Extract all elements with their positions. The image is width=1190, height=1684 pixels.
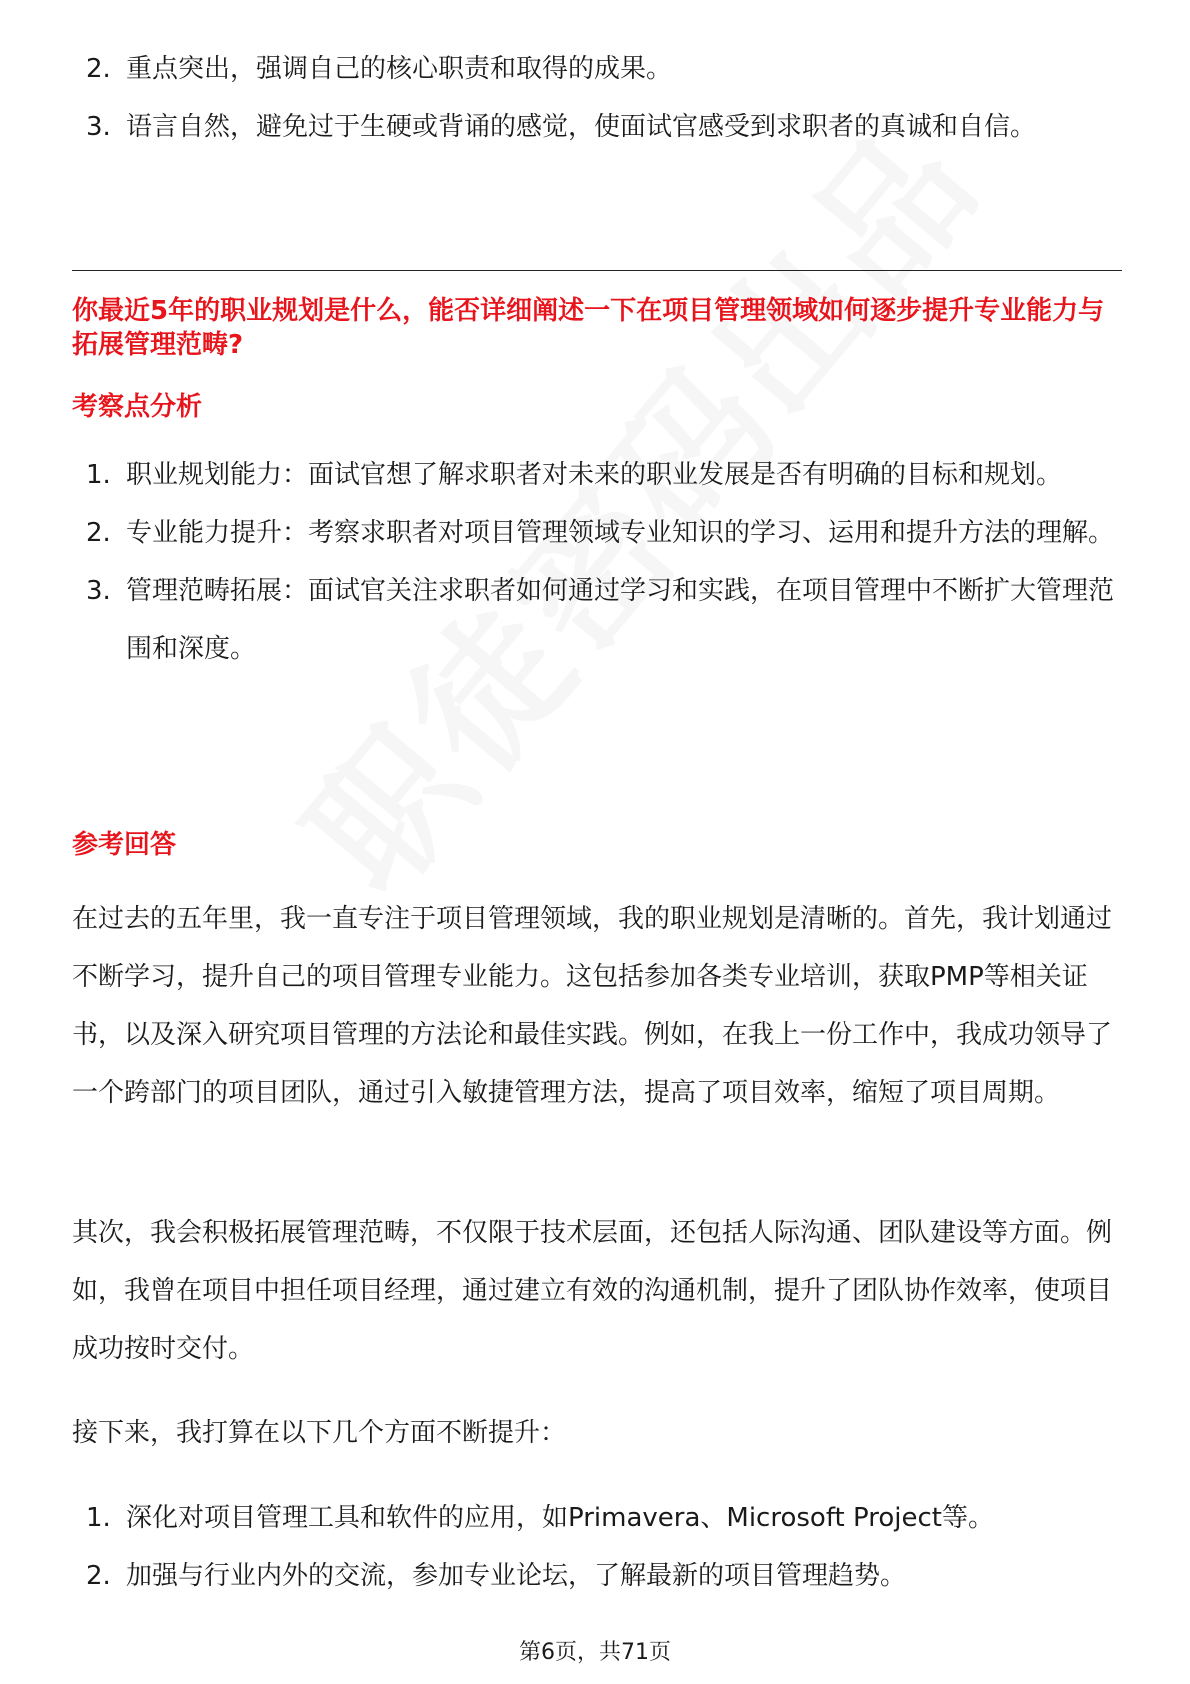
list-item-number: 2.: [86, 54, 111, 84]
list-item-text: 管理范畴拓展：面试官关注求职者如何通过学习和实践，在项目管理中不断扩大管理范围和深度。: [126, 576, 1115, 664]
section-divider: [72, 270, 1122, 271]
list-item-number: 3.: [86, 112, 111, 142]
answer-heading: 参考回答: [72, 830, 177, 860]
list-item-number: 1.: [86, 460, 111, 490]
list-item-text: 专业能力提升：考察求职者对项目管理领域专业知识的学习、运用和提升方法的理解。: [126, 518, 1115, 548]
list-item-number: 3.: [86, 576, 111, 606]
list-item: [72, 1547, 1122, 1605]
list-item-number: 2.: [86, 1561, 111, 1591]
page-footer: 第6页，共71页: [519, 1640, 671, 1665]
list-item: [72, 446, 1122, 504]
list-item: [72, 1489, 1122, 1547]
answer-paragraph: 其次，我会积极拓展管理范畴，不仅限于技术层面，还包括人际沟通、团队建设等方面。例如，我曾在项目中担任项目经理，通过建立有效的沟通机制，提升了团队协作效率，使项目成功按时交付。: [72, 1218, 1113, 1364]
analysis-heading: 考察点分析: [72, 392, 203, 422]
list-item: [72, 504, 1122, 562]
list-item-text: 深化对项目管理工具和软件的应用，如Primavera、Microsoft Project等。: [126, 1503, 994, 1533]
answer-paragraph: 接下来，我打算在以下几个方面不断提升：: [72, 1418, 567, 1448]
question-title: 你最近5年的职业规划是什么，能否详细阐述一下在项目管理领域如何逐步提升专业能力与拓展管理范畴?: [72, 296, 1105, 360]
list-item-text: 语言自然，避免过于生硬或背诵的感觉，使面试官感受到求职者的真诚和自信。: [126, 112, 1037, 142]
answer-list: [72, 1489, 1122, 1605]
list-item-text: 加强与行业内外的交流，参加专业论坛，了解最新的项目管理趋势。: [126, 1561, 907, 1591]
list-item-text: 重点突出，强调自己的核心职责和取得的成果。: [126, 54, 673, 84]
list-item: [72, 98, 1122, 156]
list-item-number: 2.: [86, 518, 111, 548]
list-item: [72, 40, 1122, 98]
list-item-number: 1.: [86, 1503, 111, 1533]
list-item: [72, 562, 1122, 678]
answer-paragraph: 在过去的五年里，我一直专注于项目管理领域，我的职业规划是清晰的。首先，我计划通过不断学习，提升自己的项目管理专业能力。这包括参加各类专业培训，获取PMP等相关证书，以及深入研究项目管理的方法论和最佳实践。例如，在我上一份工作中，我成功领导了一个跨部门的项目团队，通过引入敏捷管理方法，提高了项目效率，缩短了项目周期。: [72, 904, 1113, 1108]
analysis-list: [72, 446, 1122, 678]
top-list: [72, 40, 1122, 156]
list-item-text: 职业规划能力：面试官想了解求职者对未来的职业发展是否有明确的目标和规划。: [126, 460, 1063, 490]
